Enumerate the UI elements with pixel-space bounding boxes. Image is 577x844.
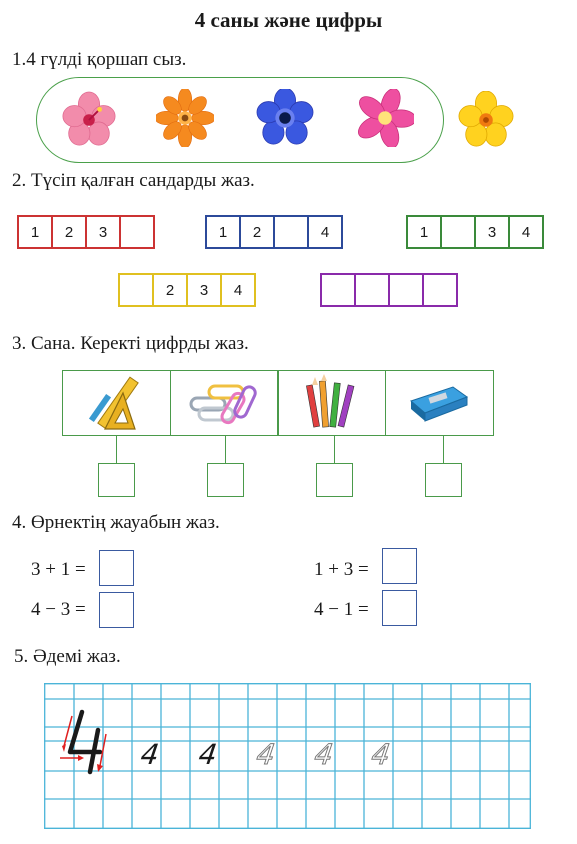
sequence-cell: 4 (508, 215, 544, 249)
equation-answer-box[interactable] (99, 550, 134, 586)
count-answer-box[interactable] (207, 463, 244, 497)
equation-answer-box[interactable] (99, 592, 134, 628)
sequence-blank-cell[interactable] (388, 273, 424, 307)
equation-text: 1 + 3 = (314, 559, 369, 580)
sequence-cell: 3 (474, 215, 510, 249)
task-4-label: 4. Өрнектің жауабын жаз. (12, 512, 220, 533)
task-2-label: 2. Түсіп қалған сандарды жаз. (12, 170, 255, 191)
paper-clips-icon (187, 378, 261, 428)
connector-line (116, 436, 117, 463)
equation-text: 4 − 1 = (314, 599, 369, 620)
equation-answer-box[interactable] (382, 548, 417, 584)
count-answer-box[interactable] (425, 463, 462, 497)
written-digit: 4 (196, 738, 220, 771)
sequence-blank-cell[interactable] (440, 215, 476, 249)
written-digit: 4 (138, 738, 162, 771)
sharpener-icon (407, 383, 471, 423)
pencils-icon (302, 373, 362, 433)
counting-pictures (62, 370, 498, 436)
counting-cell-rulers (62, 370, 171, 436)
blue-anemone-icon (256, 89, 314, 147)
number-sequence-red (17, 215, 155, 249)
connector-line (443, 436, 444, 463)
sequence-cell: 1 (406, 215, 442, 249)
sequence-blank-cell[interactable] (422, 273, 458, 307)
number-sequence-blue (205, 215, 343, 249)
equation-text: 4 − 3 = (31, 599, 86, 620)
connector-line (225, 436, 226, 463)
counting-cell-pencils (277, 370, 386, 436)
trace-digit[interactable]: 4 (369, 738, 393, 771)
pink-hibiscus-icon (60, 91, 118, 149)
counting-cell-sharpener (385, 370, 494, 436)
sequence-cell: 2 (152, 273, 188, 307)
counting-cell-paperclips (170, 370, 279, 436)
connector-line (334, 436, 335, 463)
ruler-and-triangle-icon (87, 373, 147, 433)
sequence-blank-cell[interactable] (273, 215, 309, 249)
sequence-blank-cell[interactable] (320, 273, 356, 307)
number-sequence-yellow (118, 273, 256, 307)
page-title: 4 саны және цифры (194, 8, 383, 32)
pink-plumeria-icon (356, 89, 414, 147)
trace-digit[interactable]: 4 (312, 738, 336, 771)
sequence-cell: 4 (220, 273, 256, 307)
sequence-blank-cell[interactable] (119, 215, 155, 249)
copybook-grid[interactable] (44, 683, 531, 829)
sequence-cell: 1 (17, 215, 53, 249)
sequence-blank-cell[interactable] (118, 273, 154, 307)
number-sequence-green (406, 215, 544, 249)
model-digit-four (56, 708, 112, 776)
sequence-cell: 3 (85, 215, 121, 249)
task-3-label: 3. Сана. Керекті цифрды жаз. (12, 333, 249, 354)
sequence-cell: 2 (239, 215, 275, 249)
sequence-cell: 2 (51, 215, 87, 249)
sequence-blank-cell[interactable] (354, 273, 390, 307)
number-sequence-purple (320, 273, 458, 307)
yellow-flower-icon (457, 91, 515, 149)
sequence-cell: 1 (205, 215, 241, 249)
trace-digit[interactable]: 4 (254, 738, 278, 771)
count-answer-box[interactable] (98, 463, 135, 497)
task-5-label: 5. Әдемі жаз. (14, 646, 121, 667)
equation-text: 3 + 1 = (31, 559, 86, 580)
equation-answer-box[interactable] (382, 590, 417, 626)
task-1-label: 1.4 гүлді қоршап сыз. (12, 49, 187, 70)
count-answer-box[interactable] (316, 463, 353, 497)
orange-flower-icon (156, 89, 214, 147)
sequence-cell: 4 (307, 215, 343, 249)
sequence-cell: 3 (186, 273, 222, 307)
